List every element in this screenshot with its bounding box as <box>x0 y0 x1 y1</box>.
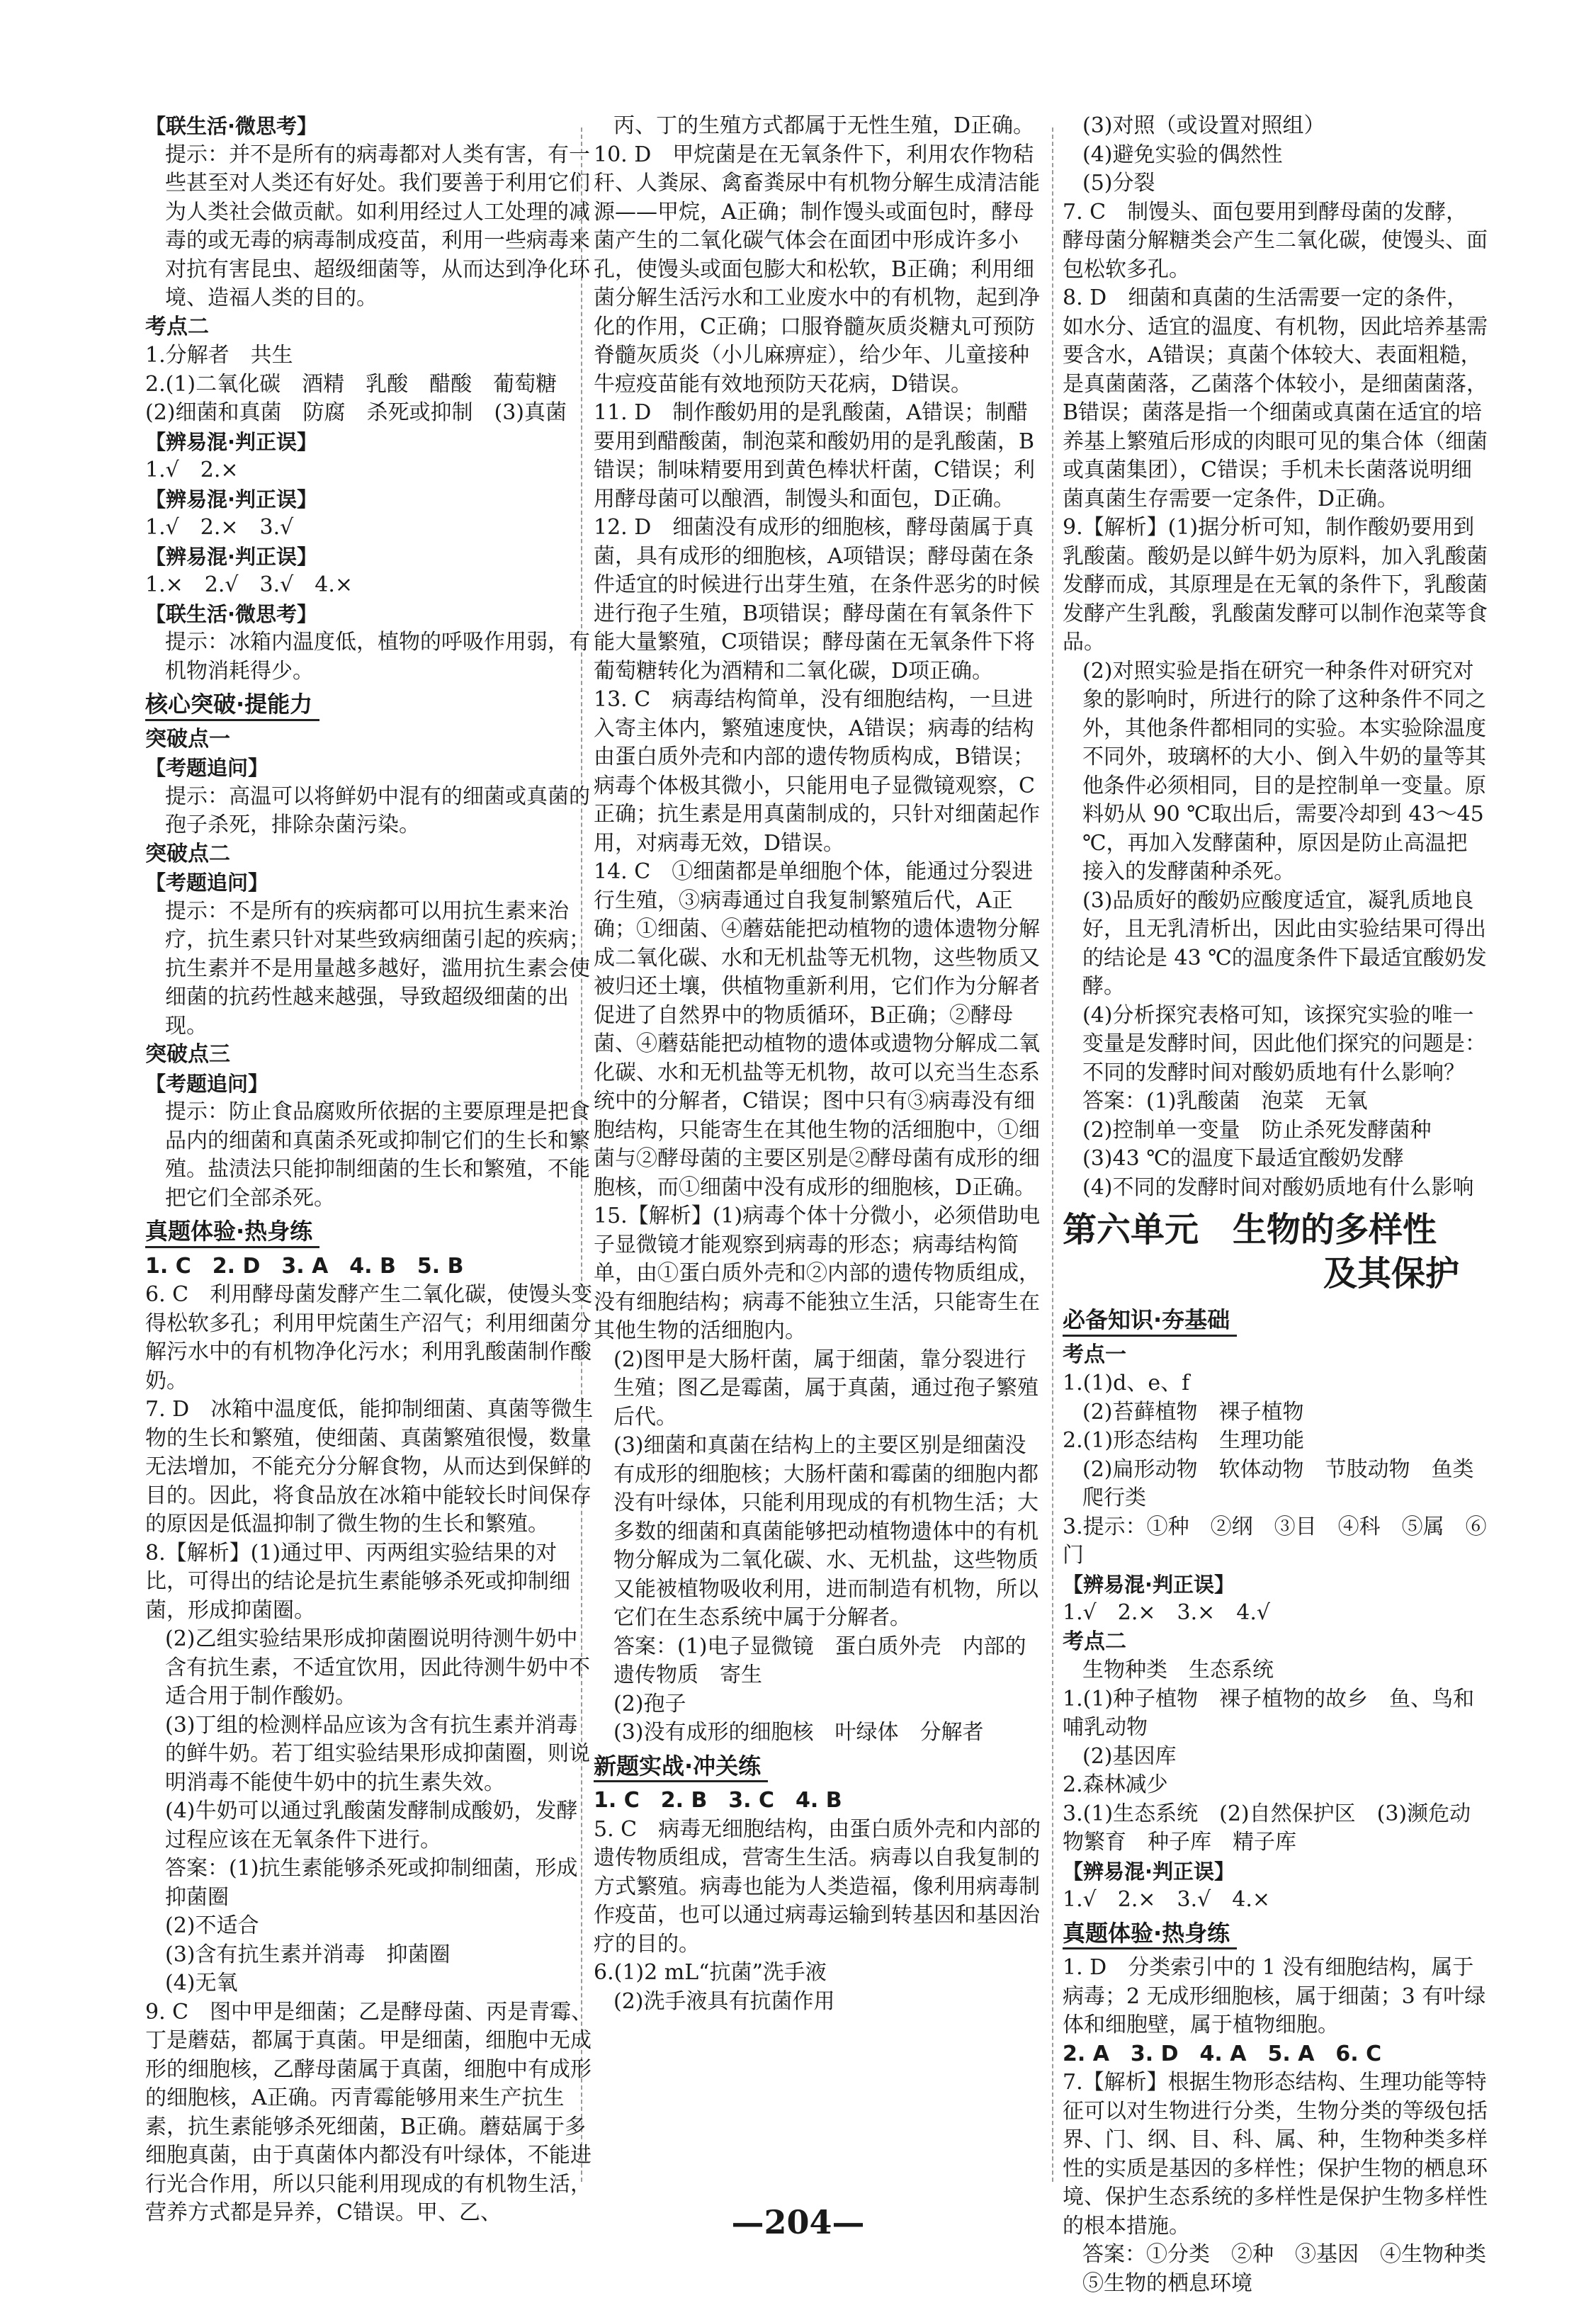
topic-heading: 考点一 <box>1063 1342 1126 1367</box>
answer-text: (4)无氧 <box>165 1971 238 1996</box>
topic-heading: 突破点二 <box>145 841 230 866</box>
answer-item: 2.森林减少 <box>1063 1772 1168 1797</box>
section-heading <box>1063 1306 1237 1337</box>
answer-item: 7.【解析】根据生物形态结构、生理功能等特征可以对生物进行分类，生物分类的等级包括界、门、纲、目、科、属、种，生物种类多样性的实质是基因的多样性；保护生物的栖息环境、保护生态系统的多样性是保护生物多样性的根本措施。 <box>1063 2070 1488 2238</box>
answer-item: 12. D 细菌没有成形的细胞核，酵母菌属于真菌，具有成形的细胞核，A项错误；酵母菌在条件适宜的时候进行出芽生殖，在条件恶劣的时候进行孢子生殖，B项错误；酵母菌在有氧条件下能大量繁殖，C项错误；酵母菌在无氧条件下将葡萄糖转化为酒精和二氧化碳，D项正确。 <box>594 515 1040 684</box>
answer-item: 11. D 制作酸奶用的是乳酸菌，A错误；制醋要用到醋酸菌，制泡菜和酸奶用的是乳酸菌，B错误；制味精要用到黄色棒状杆菌，C错误；利用酵母菌可以酿酒，制馒头和面包，D正确。 <box>594 400 1035 511</box>
answer-item: 6.(1)2 mL“抗菌”洗手液 <box>594 1960 827 1985</box>
answer-item: 2.(1)形态结构 生理功能 <box>1063 1428 1305 1453</box>
column-right <box>1063 112 1507 2298</box>
answer-item: 1.分解者 共生 <box>145 343 293 368</box>
section-tag: 【考题追问】 <box>145 756 269 780</box>
answer-text: 提示：冰箱内温度低，植物的呼吸作用弱，有机物消耗得少。 <box>165 630 590 684</box>
section-heading-label: 必备知识·夯基础 <box>1063 1306 1230 1333</box>
answer-item: 5. C 病毒无细胞结构，由蛋白质外壳和内部的遗传物质组成，营寄生生活。病毒以自我复制的方式繁殖。病毒也能为人类造福，像利用病毒制作疫苗，也可以通过病毒运输到转基因和基因治疗的目的。 <box>594 1816 1041 1957</box>
answer-item: 2.(1)二氧化碳 酒精 乳酸 醋酸 葡萄糖 (2)细菌和真菌 防腐 杀死或抑制 (3)真菌 <box>145 371 579 425</box>
answer-text: (2)不适合 <box>165 1913 259 1938</box>
section-tag: 【辨易混·判正误】 <box>1063 1859 1235 1884</box>
section-tag: 【辨易混·判正误】 <box>145 544 318 569</box>
answer-item: 7. D 冰箱中温度低，能抑制细菌、真菌等微生物的生长和繁殖，使细菌、真菌繁殖很慢，数量无法增加，不能充分分解食物，从而达到保鲜的目的。因此，将食品放在冰箱中能较长时间保存的原因是低温抑制了微生物的生长和繁殖。 <box>145 1397 594 1536</box>
answer-text: 提示：不是所有的疾病都可以用抗生素来治疗，抗生素只针对某些致病细菌引起的疾病；抗生素并不是用量越多越好，滥用抗生素会使细菌的抗药性越来越强，导致超级细菌的出现。 <box>165 898 590 1038</box>
answer-text: (3)对照（或设置对照组） <box>1082 113 1325 138</box>
answer-item: 13. C 病毒结构简单，没有细胞结构，一旦进入寄主体内，繁殖速度快，A错误；病毒的结构由蛋白质外壳和内部的遗传物质构成，B错误；病毒个体极其微小，只能用电子显微镜观察，C正确；抗生素是用真菌制成的，只针对细菌起作用，对病毒无效，D错误。 <box>594 687 1040 856</box>
answer-key-row: 2. A 3. D 4. A 5. A 6. C <box>1063 2041 1382 2066</box>
answer-text: (2)控制单一变量 防止杀死发酵菌种 <box>1082 1117 1432 1143</box>
answer-item: 8.【解析】(1)通过甲、丙两组实验结果的对比，可得出的结论是抗生素能够杀死或抑制细菌，形成抑菌圈。 <box>145 1540 570 1623</box>
answer-text: (2)对照实验是指在研究一种条件对研究对象的影响时，所进行的除了这种条件不同之外，其他条件都相同的实验。本实验除温度不同外，玻璃杯的大小、倒入牛奶的量等其他条件必须相同，目的是控制单一变量。原料奶从 90 ℃取出后，需要冷却到 43～45 ℃，再加入发酵菌种，原因是防止高温把接入的发酵菌种杀死。 <box>1082 658 1486 884</box>
answer-text: (2)孢子 <box>613 1691 686 1716</box>
answer-text: (2)乙组实验结果形成抑菌圈说明待测牛奶中含有抗生素，不适宜饮用，因此待测牛奶中不适合用于制作酸奶。 <box>165 1626 590 1709</box>
column-left <box>145 112 599 2228</box>
answer-text: (3)品质好的酸奶应酸度适宜，凝乳质地良好，且无乳清析出，因此由实验结果可得出的结论是 43 ℃的温度条件下最适宜酸奶发酵。 <box>1082 888 1487 999</box>
column-divider <box>1052 128 1053 2182</box>
unit-title-line2: 及其保护 <box>1323 1254 1459 1294</box>
answer-item: 9. C 图中甲是细菌；乙是酵母菌、丙是青霉、丁是蘑菇，都属于真菌。甲是细菌，细胞中无成形的细胞核，乙酵母菌属于真菌，细胞中有成形的细胞核，A正确。丙青霉能够用来生产抗生素，抗生素能够杀死细菌，B正确。蘑菇属于多细胞真菌，由于真菌体内都没有叶绿体，不能进行光合作用，所以只能利用现成的有机物生活，营养方式都是异养，C错误。甲、乙、 <box>145 1999 593 2225</box>
answer-text: 提示：防止食品腐败所依据的主要原理是把食品内的细菌和真菌杀死或抑制它们的生长和繁殖。盐渍法只能抑制细菌的生长和繁殖，不能把它们全部杀死。 <box>165 1099 590 1211</box>
answer-item: 1.(1)d、e、f <box>1063 1371 1190 1396</box>
answer-text: (5)分裂 <box>1082 171 1155 196</box>
page-number: —204— <box>731 2203 865 2241</box>
topic-heading: 考点二 <box>145 314 209 339</box>
section-tag: 【辨易混·判正误】 <box>1063 1572 1235 1597</box>
answer-item: 1.√ 2.× 3.× 4.√ <box>1063 1600 1270 1625</box>
answer-item: 1.× 2.√ 3.√ 4.× <box>145 572 353 597</box>
section-tag: 【考题追问】 <box>145 1071 269 1096</box>
answer-item: 3.(1)生态系统 (2)自然保护区 (3)濒危动物繁育 种子库 精子库 <box>1063 1801 1471 1855</box>
answer-text: (3)丁组的检测样品应该为含有抗生素并消毒的鲜牛奶。若丁组实验结果形成抑菌圈，则说明消毒不能使牛奶中的抗生素失效。 <box>165 1712 590 1795</box>
answer-item: 1.√ 2.× 3.√ <box>145 515 294 540</box>
answer-item: 14. C ①细菌都是单细胞个体，能通过分裂进行生殖，③病毒通过自我复制繁殖后代，A正确；①细菌、④蘑菇能把动植物的遗体遗物分解成二氧化碳、水和无机盐等无机物，这些物质又被归还土壤，供植物重新利用，它们作为分解者促进了自然界中的物质循环，B正确；②酵母菌、④蘑菇能把动植物的遗体或遗物分解成二氧化碳、水和无机盐等无机物，故可以充当生态系统中的分解者，C错误；图中只有③病毒没有细胞结构，只能寄生在其他生物的活细胞中，①细菌与②酵母菌的主要区别是②酵母菌有成形的细胞核，而①细菌中没有成形的细胞核，D正确。 <box>594 859 1040 1200</box>
answer-item: 8. D 细菌和真菌的生活需要一定的条件，如水分、适宜的温度、有机物，因此培养基需要含水，A错误；真菌个体较大、表面粗糙，是真菌菌落，乙菌落个体较小，是细菌菌落，B错误；菌落是指一个细菌或真菌在适宜的培养基上繁殖后形成的肉眼可见的集合体（细菌或真菌集团），C错误；手机未长菌落说明细菌真菌生存需要一定条件，D正确。 <box>1063 285 1488 511</box>
answer-key-row: 1. C 2. B 3. C 4. B <box>594 1788 842 1813</box>
topic-heading: 考点二 <box>1063 1629 1126 1654</box>
answer-text: (4)不同的发酵时间对酸奶质地有什么影响 <box>1082 1175 1474 1200</box>
answer-item: 1. D 分类索引中的 1 没有细胞结构，属于病毒；2 无成形细胞核，属于细菌；3 有叶绿体和细胞壁，属于植物细胞。 <box>1063 1955 1486 2037</box>
answer-text: (2)洗手液具有抗菌作用 <box>613 1988 835 2014</box>
answer-text: 答案：(1)乳酸菌 泡菜 无氧 <box>1082 1089 1368 1114</box>
section-tag: 【辨易混·判正误】 <box>145 487 318 511</box>
answer-text: (3)细菌和真菌在结构上的主要区别是细菌没有成形的细胞核；大肠杆菌和霉菌的细胞内都没有叶绿体，只能利用现成的有机物生活；大多数的细菌和真菌能够把动植物遗体中的有机物分解成为二氧化碳、水、无机盐，这些物质又能被植物吸收利用，进而制造有机物，所以它们在生态系统中属于分解者。 <box>613 1433 1038 1630</box>
section-heading <box>145 690 319 721</box>
answer-item: 6. C 利用酵母菌发酵产生二氧化碳，使馒头变得松软多孔；利用甲烷菌生产沼气；利用细菌分解污水中的有机物净化污水；利用乳酸菌制作酸奶。 <box>145 1282 593 1393</box>
unit-title-line1: 第六单元 生物的多样性 <box>1063 1210 1437 1250</box>
section-heading <box>1063 1919 1237 1950</box>
answer-text: (3)含有抗生素并消毒 抑菌圈 <box>165 1942 451 1967</box>
answer-text: (3)43 ℃的温度下最适宜酸奶发酵 <box>1082 1146 1404 1171</box>
answer-text: (4)分析探究表格可知，该探究实验的唯一变量是发酵时间，因此他们探究的问题是：不同的发酵时间对酸奶质地有什么影响？ <box>1082 1002 1486 1085</box>
answer-text: (2)基因库 <box>1082 1743 1177 1769</box>
answer-text: 答案：(1)抗生素能够杀死或抑制细菌，形成抑菌圈 <box>165 1856 578 1910</box>
answer-text: (2)图甲是大肠杆菌，属于细菌，靠分裂进行生殖；图乙是霉菌，属于真菌，通过孢子繁殖后代。 <box>613 1347 1038 1430</box>
answer-item: 1.(1)种子植物 裸子植物的故乡 鱼、鸟和哺乳动物 <box>1063 1686 1475 1740</box>
answer-text: (2)扁形动物 软体动物 节肢动物 鱼类 爬行类 <box>1082 1456 1495 1510</box>
answer-text: 提示：高温可以将鲜奶中混有的细菌或真菌的孢子杀死，排除杂菌污染。 <box>165 783 590 837</box>
section-tag: 【辨易混·判正误】 <box>145 429 318 454</box>
answer-text: 生物种类 生态系统 <box>1082 1658 1274 1682</box>
answer-item: 1.√ 2.× <box>145 458 239 482</box>
answer-item: 10. D 甲烷菌是在无氧条件下，利用农作物秸秆、人粪尿、禽畜粪尿中有机物分解生成清洁能源——甲烷，A正确；制作馒头或面包时，酵母菌产生的二氧化碳气体会在面团中形成许多小孔，使馒头或面包膨大和松软，B正确；利用细菌分解生活污水和工业废水中的有机物，起到净化的作用，C正确；口服脊髓灰质炎糖丸可预防脊髓灰质炎（小儿麻痹症），给少年、儿童接种牛痘疫苗能有效地预防天花病，D错误。 <box>594 142 1040 397</box>
section-heading-label: 真题体验·热身练 <box>1063 1919 1230 1947</box>
answer-item: 3.提示：①种 ②纲 ③目 ④科 ⑤属 ⑥门 <box>1063 1514 1487 1568</box>
answer-text: 提示：并不是所有的病毒都对人类有害，有一些甚至对人类还有好处。我们要善于利用它们为人类社会做贡献。如利用经过人工处理的减毒的或无毒的病毒制成疫苗，利用一些病毒来对抗有害昆虫、超级细菌等，从而达到净化环境、造福人类的目的。 <box>165 142 590 310</box>
topic-heading: 突破点一 <box>145 726 230 752</box>
answer-item: 9.【解析】(1)据分析可知，制作酸奶要用到乳酸菌。酸奶是以鲜牛奶为原料，加入乳酸菌发酵而成，其原理是在无氧的条件下，乳酸菌发酵产生乳酸，乳酸菌发酵可以制作泡菜等食品。 <box>1063 515 1488 655</box>
section-tag: 【联生活·微思考】 <box>145 601 318 626</box>
answer-item: 1.√ 2.× 3.√ 4.× <box>1063 1887 1270 1912</box>
answer-text: (2)苔藓植物 裸子植物 <box>1082 1399 1304 1425</box>
topic-heading: 突破点三 <box>145 1042 230 1067</box>
section-heading-label: 核心突破·提能力 <box>145 691 313 718</box>
answer-text: 丙、丁的生殖方式都属于无性生殖，D正确。 <box>613 113 1035 138</box>
section-heading <box>145 1217 319 1248</box>
answer-text: 答案：①分类 ②种 ③基因 ④生物种类 ⑤生物的栖息环境 <box>1082 2242 1507 2296</box>
answer-text: (3)没有成形的细胞核 叶绿体 分解者 <box>613 1720 984 1745</box>
unit-title <box>1063 1208 1488 1296</box>
answer-item: 15.【解析】(1)病毒个体十分微小，必须借助电子显微镜才能观察到病毒的形态；病毒结构简单，由①蛋白质外壳和②内部的遗传物质组成，没有细胞结构；病毒不能独立生活，只能寄生在其他生物的活细胞内。 <box>594 1204 1041 1343</box>
section-heading <box>594 1752 768 1783</box>
column-middle <box>594 112 1047 2016</box>
section-heading-label: 新题实战·冲关练 <box>594 1752 762 1779</box>
section-tag: 【考题追问】 <box>145 871 269 895</box>
answer-text: 答案：(1)电子显微镜 蛋白质外壳 内部的遗传物质 寄生 <box>613 1634 1026 1687</box>
answer-text: (4)避免实验的偶然性 <box>1082 142 1283 167</box>
section-tag: 【联生活·微思考】 <box>145 114 318 138</box>
section-heading-label: 真题体验·热身练 <box>145 1218 313 1245</box>
answer-text: (4)牛奶可以通过乳酸菌发酵制成酸奶，发酵过程应该在无氧条件下进行。 <box>165 1799 578 1852</box>
answer-key-row: 1. C 2. D 3. A 4. B 5. B <box>145 1253 464 1279</box>
answer-item: 7. C 制馒头、面包要用到酵母菌的发酵，酵母菌分解糖类会产生二氧化碳，使馒头、面包松软多孔。 <box>1063 199 1488 282</box>
